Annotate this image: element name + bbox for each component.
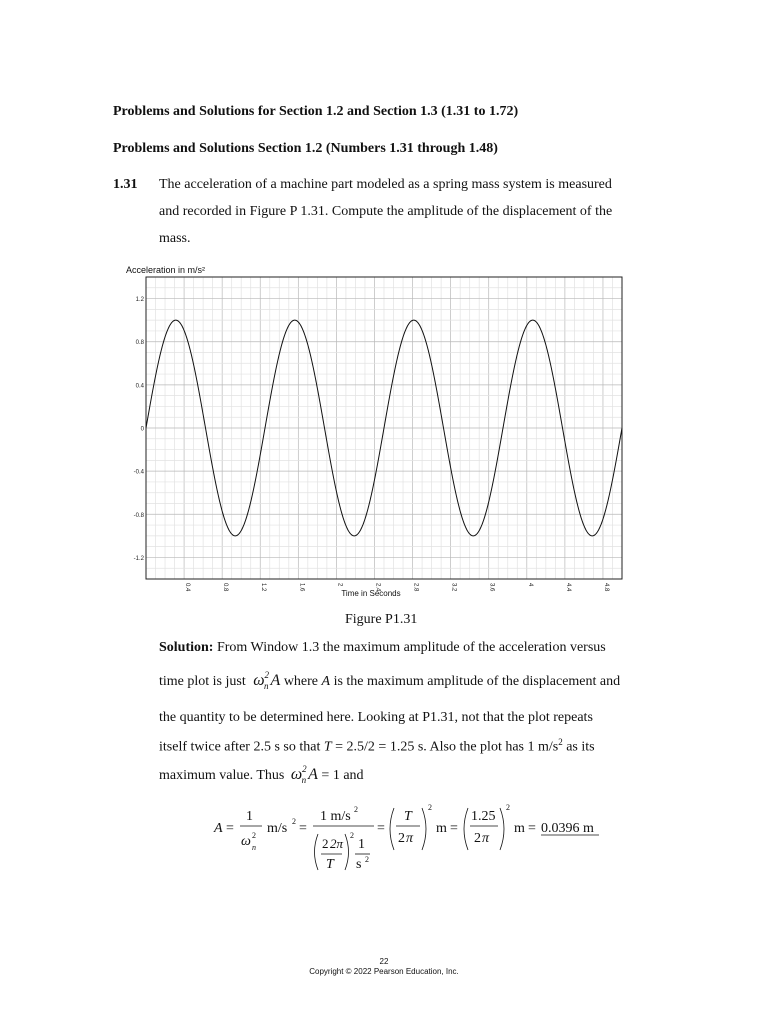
svg-text:2: 2 bbox=[350, 831, 354, 840]
x-tick-label: 1.2 bbox=[260, 583, 267, 592]
svg-text:=: = bbox=[299, 821, 307, 836]
eq-s: s bbox=[356, 857, 362, 872]
y-tick-label: 0.8 bbox=[135, 340, 144, 347]
variable-A: A bbox=[321, 674, 331, 689]
x-tick-label: 3.6 bbox=[488, 583, 495, 592]
eq-pi: 2π bbox=[330, 836, 344, 851]
eq-units1: m/s bbox=[267, 821, 288, 836]
subsection-heading: Problems and Solutions Section 1.2 (Numbers 1.31 through 1.48) bbox=[113, 141, 498, 156]
svg-text:2: 2 bbox=[506, 803, 510, 812]
svg-text:1: 1 bbox=[358, 837, 365, 852]
x-axis-label: Time in Seconds bbox=[341, 589, 401, 598]
x-tick-label: 4.8 bbox=[602, 583, 609, 592]
svg-text:2: 2 bbox=[428, 803, 432, 812]
solution-text: as its bbox=[566, 739, 595, 755]
solution-text: = 2.5/2 = 1.25 s. Also the plot has 1 m/s bbox=[335, 739, 559, 755]
svg-text:ω: ω bbox=[241, 834, 251, 849]
y-tick-label: 0 bbox=[140, 426, 144, 433]
svg-text:2: 2 bbox=[252, 831, 256, 840]
y-tick-label: -0.4 bbox=[133, 469, 144, 476]
x-tick-label: 0.4 bbox=[184, 583, 191, 592]
y-tick-label: -0.8 bbox=[133, 512, 144, 519]
page-number: 22 bbox=[379, 957, 389, 966]
y-tick-labels bbox=[134, 297, 145, 562]
eq-m1: m bbox=[436, 821, 447, 836]
svg-text:2: 2 bbox=[474, 831, 481, 846]
solution-text: itself twice after 2.5 s so that bbox=[159, 739, 321, 755]
svg-text:2: 2 bbox=[398, 831, 405, 846]
solution-text: From Window 1.3 the maximum amplitude of the acceleration versus bbox=[216, 640, 606, 655]
chart-title: Acceleration in m/s² bbox=[126, 265, 206, 275]
svg-text:π: π bbox=[406, 831, 414, 846]
svg-text:=: = bbox=[226, 821, 234, 836]
eq-num2: 1 m/s bbox=[320, 809, 351, 824]
solution-text: time plot is just bbox=[159, 674, 246, 689]
problem-text-line: and recorded in Figure P 1.31. Compute the amplitude of the displacement of the bbox=[159, 204, 613, 219]
svg-text:=: = bbox=[450, 821, 458, 836]
omega-n2-A-expression: $\omega^2_n$ A bbox=[290, 764, 318, 785]
svg-text:2: 2 bbox=[322, 836, 329, 851]
acceleration-chart bbox=[118, 255, 630, 601]
superscript: 2 bbox=[558, 737, 563, 747]
solution-line-2 bbox=[159, 672, 620, 690]
svg-text:π: π bbox=[482, 831, 490, 846]
y-tick-label: 1.2 bbox=[135, 297, 144, 304]
svg-text:=: = bbox=[528, 821, 536, 836]
solution-line-3: the quantity to be determined here. Looking at P1.31, not that the plot repeats bbox=[159, 710, 593, 725]
x-tick-label: 2 bbox=[336, 583, 343, 587]
solution-text: and bbox=[343, 768, 364, 783]
variable-T: T bbox=[323, 739, 332, 755]
x-tick-label: 4.4 bbox=[564, 583, 571, 592]
x-tick-label: 0.8 bbox=[222, 583, 229, 592]
svg-text:2: 2 bbox=[365, 855, 369, 864]
solution-text: = 1 bbox=[321, 768, 340, 783]
svg-text:2: 2 bbox=[354, 805, 358, 814]
x-tick-label: 3.2 bbox=[450, 583, 457, 592]
solution-text: maximum value. Thus bbox=[159, 768, 285, 783]
problem-text-line: mass. bbox=[159, 231, 191, 246]
problem-text-line: The acceleration of a machine part modeled as a spring mass system is measured bbox=[159, 177, 612, 192]
solution-line-4 bbox=[159, 737, 595, 756]
section-heading: Problems and Solutions for Section 1.2 and Section 1.3 (1.31 to 1.72) bbox=[113, 104, 519, 119]
svg-text:2: 2 bbox=[292, 817, 296, 826]
eq-one: 1 bbox=[246, 809, 253, 824]
eq-val: 1.25 bbox=[471, 809, 496, 824]
svg-text:T: T bbox=[404, 809, 412, 824]
y-tick-label: 0.4 bbox=[135, 383, 144, 390]
x-tick-label: 4 bbox=[526, 583, 533, 587]
eq-A: A bbox=[214, 821, 223, 836]
figure-caption: Figure P1.31 bbox=[345, 612, 418, 627]
solution-text: where bbox=[283, 674, 319, 689]
eq-result: 0.0396 m bbox=[541, 821, 594, 836]
x-tick-label: 2.4 bbox=[374, 583, 381, 592]
problem-number: 1.31 bbox=[113, 177, 138, 192]
solution-line-1 bbox=[159, 640, 606, 656]
eq-m2: m bbox=[514, 821, 525, 836]
x-tick-label: 1.6 bbox=[298, 583, 305, 592]
eq-T: T bbox=[326, 857, 334, 872]
copyright: Copyright © 2022 Pearson Education, Inc. bbox=[309, 967, 459, 976]
solution-text: is the maximum amplitude of the displacement and bbox=[333, 674, 621, 689]
svg-text:=: = bbox=[377, 821, 385, 836]
svg-text:n: n bbox=[252, 843, 256, 852]
solution-line-5 bbox=[159, 766, 364, 784]
solution-label: Solution: bbox=[159, 640, 214, 655]
y-tick-label: -1.2 bbox=[133, 555, 144, 562]
omega-n2-A-expression: $\omega^2_n$ A bbox=[253, 670, 281, 691]
displacement-equation bbox=[210, 796, 610, 882]
x-tick-label: 2.8 bbox=[412, 583, 419, 592]
